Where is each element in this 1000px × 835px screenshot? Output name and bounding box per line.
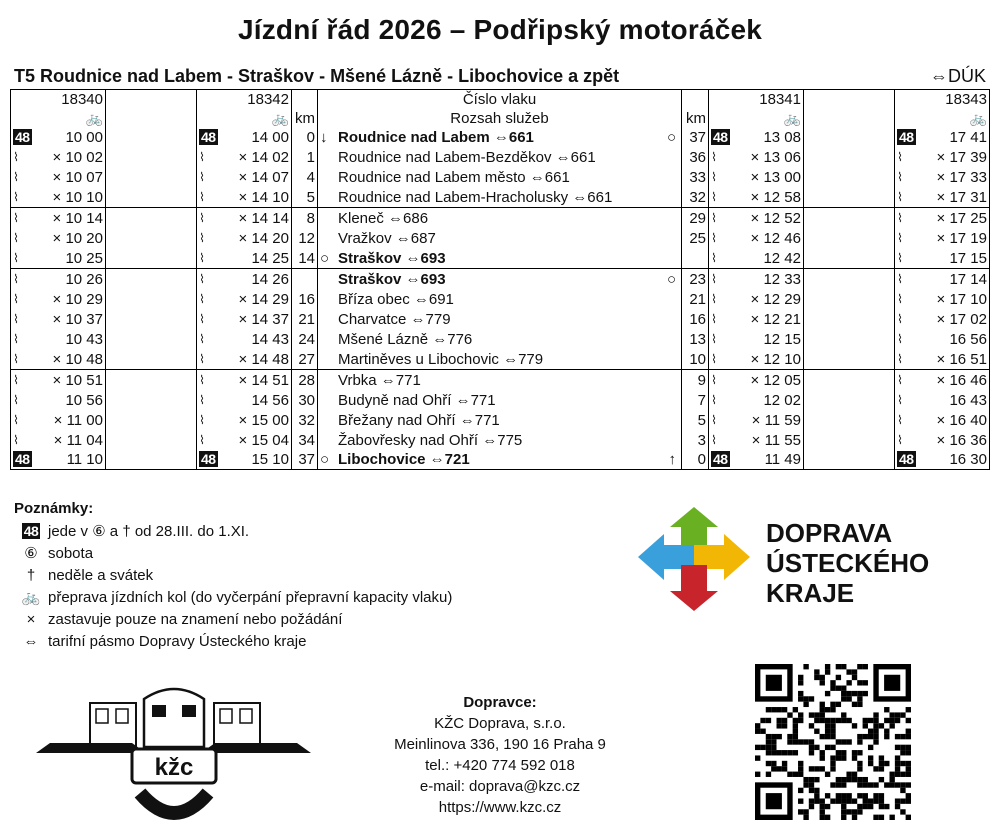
station-name: Charvatce ⇔779 (338, 310, 451, 328)
departure-time: 17 02 (949, 310, 987, 328)
badge-48-icon: 48 (15, 451, 30, 467)
train-number-18340: 18340 (61, 91, 103, 108)
km-out: 14 (292, 248, 318, 269)
runs-through-icon: ⌇ (199, 211, 205, 225)
circle-icon: ○ (320, 249, 330, 267)
runs-through-icon: ⌇ (897, 251, 903, 265)
note-item: × zastavuje pouze na znamení nebo požádání (14, 609, 452, 631)
departure-time: 13 06 (763, 148, 801, 166)
request-stop-icon: × (750, 188, 760, 206)
runs-through-icon: ⌇ (897, 170, 903, 184)
departure-time: 10 29 (65, 290, 103, 308)
runs-through-icon: ⌇ (199, 251, 205, 265)
duk-logo-icon (634, 505, 754, 615)
runs-through-icon: ⌇ (199, 312, 205, 326)
table-row (11, 167, 990, 187)
table-row (11, 269, 990, 290)
runs-through-icon: ⌇ (13, 413, 19, 427)
departure-time: 16 51 (949, 350, 987, 368)
runs-through-icon: ⌇ (199, 413, 205, 427)
runs-through-icon: ⌇ (897, 393, 903, 407)
request-stop-icon: × (52, 290, 62, 308)
departure-time: 14 00 (251, 129, 289, 146)
departure-time: 14 26 (251, 270, 289, 288)
km-out: 32 (292, 410, 318, 430)
km-back: 32 (682, 187, 709, 208)
runs-through-icon: ⌇ (13, 272, 19, 286)
table-row (11, 309, 990, 329)
carrier-address: Meinlinova 336, 190 16 Praha 9 (394, 736, 606, 753)
request-stop-icon: × (936, 371, 946, 389)
runs-through-icon: ⌇ (711, 231, 717, 245)
departure-time: 10 26 (65, 270, 103, 288)
line-title: T5 Roudnice nad Labem - Straškov - Mšené Lázně - Libochovice a zpět (14, 66, 620, 86)
departure-time: 13 00 (763, 168, 801, 186)
request-stop-icon: × (750, 350, 760, 368)
badge-48-icon: 48 (899, 129, 914, 145)
station-name: Vražkov ⇔687 (338, 229, 436, 247)
departure-time: 10 07 (65, 168, 103, 186)
runs-through-icon: ⌇ (711, 272, 717, 286)
note-item: 🚲 přeprava jízdních kol (do vyčerpání přepravní kapacity vlaku) (14, 587, 452, 609)
km-out: 37 (292, 450, 318, 470)
cross-icon: † (26, 567, 36, 584)
request-stop-icon: × (238, 350, 248, 368)
request-stop-icon: × (936, 310, 946, 328)
km-back: 13 (682, 329, 709, 349)
table-row (11, 187, 990, 208)
departure-time: 17 25 (949, 209, 987, 227)
km-out: 12 (292, 228, 318, 248)
station-name: Roudnice nad Labem-Hracholusky ⇔661 (338, 188, 613, 206)
runs-through-icon: ⌇ (897, 231, 903, 245)
runs-through-icon: ⌇ (199, 433, 205, 447)
request-stop-icon: × (936, 350, 946, 368)
runs-through-icon: ⌇ (897, 352, 903, 366)
request-stop-icon: × (750, 229, 760, 247)
runs-through-icon: ⌇ (897, 292, 903, 306)
runs-through-icon: ⌇ (199, 231, 205, 245)
station-name: Martiněves u Libochovic ⇔779 (338, 350, 544, 368)
departure-time: 11 59 (764, 411, 801, 429)
request-stop-icon: × (936, 229, 946, 247)
departure-time: 15 04 (251, 431, 289, 449)
request-stop-icon: × (936, 411, 946, 429)
request-stop-icon: × (750, 371, 760, 389)
kzc-logo-icon (36, 683, 311, 823)
departure-time: 10 02 (65, 148, 103, 166)
km-out: 0 (292, 128, 318, 147)
departure-time: 14 37 (251, 310, 289, 328)
request-stop-icon: × (52, 229, 62, 247)
km-out: 28 (292, 370, 318, 391)
km-out: 27 (292, 349, 318, 370)
departure-time: 14 14 (251, 209, 289, 227)
km-out: 5 (292, 187, 318, 208)
runs-through-icon: ⌇ (13, 352, 19, 366)
runs-through-icon: ⌇ (897, 190, 903, 204)
departure-time: 10 51 (65, 371, 103, 389)
request-stop-icon: × (238, 229, 248, 247)
saturday-icon: ⑥ (24, 545, 38, 562)
station-name: Budyně nad Ohří ⇔771 (338, 391, 496, 409)
carrier-heading: Dopravce: (463, 694, 537, 711)
departure-time: 12 15 (763, 330, 801, 348)
request-stop-icon: × (53, 411, 63, 429)
departure-time: 14 51 (251, 371, 289, 389)
runs-through-icon: ⌇ (13, 332, 19, 346)
km-back: 9 (682, 370, 709, 391)
tariff-zone-icon: ⇔ (23, 633, 39, 650)
train-number-18341: 18341 (709, 90, 804, 110)
svg-text:kžc: kžc (154, 754, 194, 781)
table-row (11, 390, 990, 410)
km-back: 37 (682, 128, 709, 147)
table-row (11, 370, 990, 391)
departure-time: 14 02 (251, 148, 289, 166)
request-stop-icon: × (238, 290, 248, 308)
table-row (11, 289, 990, 309)
departure-time: 12 10 (763, 350, 801, 368)
carrier-info (360, 692, 640, 818)
runs-through-icon: ⌇ (13, 211, 19, 225)
station-name: Břežany nad Ohří ⇔771 (338, 411, 500, 429)
runs-through-icon: ⌇ (711, 292, 717, 306)
departure-time: 10 43 (65, 330, 103, 348)
badge-48-icon: 48 (23, 523, 39, 539)
runs-through-icon: ⌇ (13, 251, 19, 265)
station-name: Vrbka ⇔771 (338, 371, 421, 389)
departure-time: 12 58 (763, 188, 801, 206)
runs-through-icon: ⌇ (897, 373, 903, 387)
runs-through-icon: ⌇ (897, 211, 903, 225)
request-stop-icon: × (238, 188, 248, 206)
runs-through-icon: ⌇ (711, 170, 717, 184)
carrier-email[interactable]: e-mail: doprava@kzc.cz (419, 778, 581, 795)
departure-time: 14 56 (251, 391, 289, 409)
request-stop-icon: × (238, 371, 248, 389)
bicycle-icon: 🚲 (895, 109, 990, 128)
runs-through-icon: ⌇ (897, 150, 903, 164)
departure-time: 12 02 (763, 391, 801, 409)
request-stop-icon: × (26, 611, 36, 628)
departure-time: 16 56 (949, 330, 987, 348)
request-stop-icon: × (750, 310, 760, 328)
departure-time: 10 00 (65, 129, 103, 146)
km-out: 34 (292, 430, 318, 450)
runs-through-icon: ⌇ (13, 292, 19, 306)
departure-time: 17 33 (949, 168, 987, 186)
runs-through-icon: ⌇ (711, 251, 717, 265)
request-stop-icon: × (238, 431, 248, 449)
km-back: 3 (682, 430, 709, 450)
circle-icon: ○ (666, 129, 676, 146)
train-number-18342: 18342 (197, 90, 292, 110)
km-back: 23 (682, 269, 709, 290)
page-title: Jízdní řád 2026 – Podřipský motoráček (237, 14, 763, 45)
request-stop-icon: × (936, 209, 946, 227)
runs-through-icon: ⌇ (199, 272, 205, 286)
request-stop-icon: × (750, 290, 760, 308)
runs-through-icon: ⌇ (13, 170, 19, 184)
note-item: ⑥ sobota (14, 543, 452, 565)
station-name: Straškov ⇔693 (338, 249, 446, 267)
departure-time: 14 48 (251, 350, 289, 368)
runs-through-icon: ⌇ (711, 393, 717, 407)
departure-time: 10 37 (65, 310, 103, 328)
request-stop-icon: × (53, 431, 63, 449)
departure-time: 10 56 (65, 391, 103, 409)
departure-time: 12 05 (763, 371, 801, 389)
runs-through-icon: ⌇ (13, 312, 19, 326)
request-stop-icon: × (750, 209, 760, 227)
departure-time: 11 55 (764, 431, 801, 449)
table-row (11, 450, 990, 470)
departure-time: 17 14 (949, 270, 987, 288)
note-item: † neděle a svátek (14, 565, 452, 587)
km-back: 25 (682, 228, 709, 248)
runs-through-icon: ⌇ (711, 413, 717, 427)
km-header-out: km (292, 109, 318, 128)
badge-48-icon: 48 (201, 129, 216, 145)
station-name: Roudnice nad Labem-Bezděkov ⇔661 (338, 148, 596, 166)
runs-through-icon: ⌇ (13, 150, 19, 164)
runs-through-icon: ⌇ (199, 373, 205, 387)
note-item: ⇔ tarifní pásmo Dopravy Ústeckého kraje (14, 631, 452, 653)
runs-through-icon: ⌇ (711, 211, 717, 225)
km-back: 29 (682, 208, 709, 229)
runs-through-icon: ⌇ (199, 190, 205, 204)
departure-time: 11 49 (764, 451, 801, 468)
carrier-phone: tel.: +420 774 592 018 (425, 757, 575, 774)
qr-code-icon[interactable] (755, 664, 911, 820)
departure-time: 14 29 (251, 290, 289, 308)
request-stop-icon: × (52, 209, 62, 227)
departure-time: 16 43 (949, 391, 987, 409)
request-stop-icon: × (936, 148, 946, 166)
duk-logo-text: DOPRAVA ÚSTECKÉHO KRAJE (766, 518, 930, 608)
request-stop-icon: × (52, 371, 62, 389)
notes-heading: Poznámky: (14, 500, 94, 517)
request-stop-icon: × (52, 168, 62, 186)
departure-time: 10 25 (65, 249, 103, 267)
badge-48-icon: 48 (15, 129, 30, 145)
station-name: Libochovice ⇔721 (338, 451, 470, 468)
km-out: 21 (292, 309, 318, 329)
departure-time: 17 31 (949, 188, 987, 206)
km-out: 30 (292, 390, 318, 410)
badge-48-icon: 48 (899, 451, 914, 467)
carrier-website[interactable]: https://www.kzc.cz (438, 799, 562, 816)
departure-time: 14 43 (251, 330, 289, 348)
departure-time: 16 46 (949, 371, 987, 389)
arrow-up-icon: ↑ (668, 451, 676, 468)
departure-time: 10 20 (65, 229, 103, 247)
runs-through-icon: ⌇ (711, 373, 717, 387)
request-stop-icon: × (751, 431, 761, 449)
departure-time: 15 10 (251, 451, 289, 468)
runs-through-icon: ⌇ (711, 433, 717, 447)
departure-time: 12 29 (763, 290, 801, 308)
request-stop-icon: × (751, 411, 761, 429)
request-stop-icon: × (52, 350, 62, 368)
departure-time: 17 19 (949, 229, 987, 247)
station-name: Žabovřesky nad Ohří ⇔775 (338, 431, 523, 449)
km-out: 16 (292, 289, 318, 309)
departure-time: 10 48 (65, 350, 103, 368)
runs-through-icon: ⌇ (711, 190, 717, 204)
arrow-down-icon: ↓ (320, 129, 328, 146)
km-back (682, 248, 709, 269)
km-back: 5 (682, 410, 709, 430)
train-number-18343: 18343 (895, 90, 990, 110)
departure-time: 11 10 (66, 451, 103, 468)
request-stop-icon: × (52, 148, 62, 166)
departure-time: 14 20 (251, 229, 289, 247)
runs-through-icon: ⌇ (711, 150, 717, 164)
train-number-label: Číslo vlaku (318, 90, 682, 110)
bicycle-icon: 🚲 (709, 109, 804, 128)
circle-icon: ○ (666, 270, 676, 288)
departure-time: 17 10 (949, 290, 987, 308)
runs-through-icon: ⌇ (897, 272, 903, 286)
departure-time: 12 46 (763, 229, 801, 247)
departure-time: 16 36 (949, 431, 987, 449)
bicycle-icon: 🚲 (85, 110, 103, 126)
departure-time: 17 15 (949, 249, 987, 267)
request-stop-icon: × (238, 168, 248, 186)
table-row (11, 248, 990, 269)
table-row (11, 128, 990, 147)
table-row (11, 228, 990, 248)
circle-icon: ○ (320, 451, 330, 468)
badge-48-icon: 48 (713, 451, 728, 467)
km-out: 8 (292, 208, 318, 229)
station-name: Bříza obec ⇔691 (338, 290, 454, 308)
departure-time: 14 07 (251, 168, 289, 186)
runs-through-icon: ⌇ (199, 150, 205, 164)
km-header-back: km (682, 109, 709, 128)
runs-through-icon: ⌇ (199, 393, 205, 407)
departure-time: 17 41 (949, 129, 987, 146)
badge-48-icon: 48 (713, 129, 728, 145)
badge-48-icon: 48 (201, 451, 216, 467)
station-name: Roudnice nad Labem ⇔661 (338, 129, 534, 146)
runs-through-icon: ⌇ (199, 352, 205, 366)
departure-time: 16 40 (949, 411, 987, 429)
table-row (11, 329, 990, 349)
request-stop-icon: × (52, 310, 62, 328)
request-stop-icon: × (238, 310, 248, 328)
station-name: Roudnice nad Labem město ⇔661 (338, 168, 570, 186)
departure-time: 17 39 (949, 148, 987, 166)
station-name: Straškov ⇔693 (338, 270, 446, 288)
km-back: 7 (682, 390, 709, 410)
notes (14, 500, 452, 653)
carrier-name: KŽC Doprava, s.r.o. (434, 715, 566, 732)
departure-time: 15 00 (251, 411, 289, 429)
request-stop-icon: × (936, 290, 946, 308)
km-back: 16 (682, 309, 709, 329)
runs-through-icon: ⌇ (711, 352, 717, 366)
departure-time: 11 04 (66, 431, 103, 449)
services-label: Rozsah služeb (318, 109, 682, 128)
request-stop-icon: × (238, 411, 248, 429)
km-back: 36 (682, 147, 709, 167)
runs-through-icon: ⌇ (711, 312, 717, 326)
request-stop-icon: × (52, 188, 62, 206)
km-back: 21 (682, 289, 709, 309)
bicycle-icon: 🚲 (197, 109, 292, 128)
runs-through-icon: ⌇ (13, 231, 19, 245)
runs-through-icon: ⌇ (897, 433, 903, 447)
bicycle-icon: 🚲 (21, 589, 41, 606)
departure-time: 10 10 (65, 188, 103, 206)
table-row (11, 410, 990, 430)
departure-time: 12 52 (763, 209, 801, 227)
runs-through-icon: ⌇ (711, 332, 717, 346)
runs-through-icon: ⌇ (199, 170, 205, 184)
departure-time: 12 42 (763, 249, 801, 267)
request-stop-icon: × (238, 148, 248, 166)
timetable (10, 89, 990, 470)
departure-time: 10 14 (65, 209, 103, 227)
km-back: 10 (682, 349, 709, 370)
departure-time: 11 00 (66, 411, 103, 429)
runs-through-icon: ⌇ (13, 393, 19, 407)
departure-time: 12 33 (763, 270, 801, 288)
departure-time: 16 30 (949, 451, 987, 468)
km-out: 24 (292, 329, 318, 349)
runs-through-icon: ⌇ (13, 433, 19, 447)
table-row (11, 349, 990, 370)
request-stop-icon: × (936, 431, 946, 449)
request-stop-icon: × (936, 188, 946, 206)
request-stop-icon: × (936, 168, 946, 186)
km-back: 33 (682, 167, 709, 187)
runs-through-icon: ⌇ (897, 312, 903, 326)
runs-through-icon: ⌇ (13, 190, 19, 204)
runs-through-icon: ⌇ (897, 332, 903, 346)
table-row (11, 208, 990, 229)
departure-time: 13 08 (763, 129, 801, 146)
runs-through-icon: ⌇ (897, 413, 903, 427)
request-stop-icon: × (750, 148, 760, 166)
km-out: 1 (292, 147, 318, 167)
departure-time: 14 10 (251, 188, 289, 206)
departure-time: 14 25 (251, 249, 289, 267)
station-name: Mšené Lázně ⇔776 (338, 330, 473, 348)
tariff-zone-code: ⇔DÚK (929, 66, 986, 86)
runs-through-icon: ⌇ (13, 373, 19, 387)
request-stop-icon: × (238, 209, 248, 227)
table-row (11, 430, 990, 450)
runs-through-icon: ⌇ (199, 292, 205, 306)
runs-through-icon: ⌇ (199, 332, 205, 346)
km-out: 4 (292, 167, 318, 187)
note-item: 48 jede v ⑥ a † od 28.III. do 1.XI. (23, 523, 250, 540)
table-row (11, 147, 990, 167)
station-name: Kleneč ⇔686 (338, 209, 429, 227)
departure-time: 12 21 (763, 310, 801, 328)
km-back: 0 (682, 450, 709, 470)
km-out (292, 269, 318, 290)
request-stop-icon: × (750, 168, 760, 186)
